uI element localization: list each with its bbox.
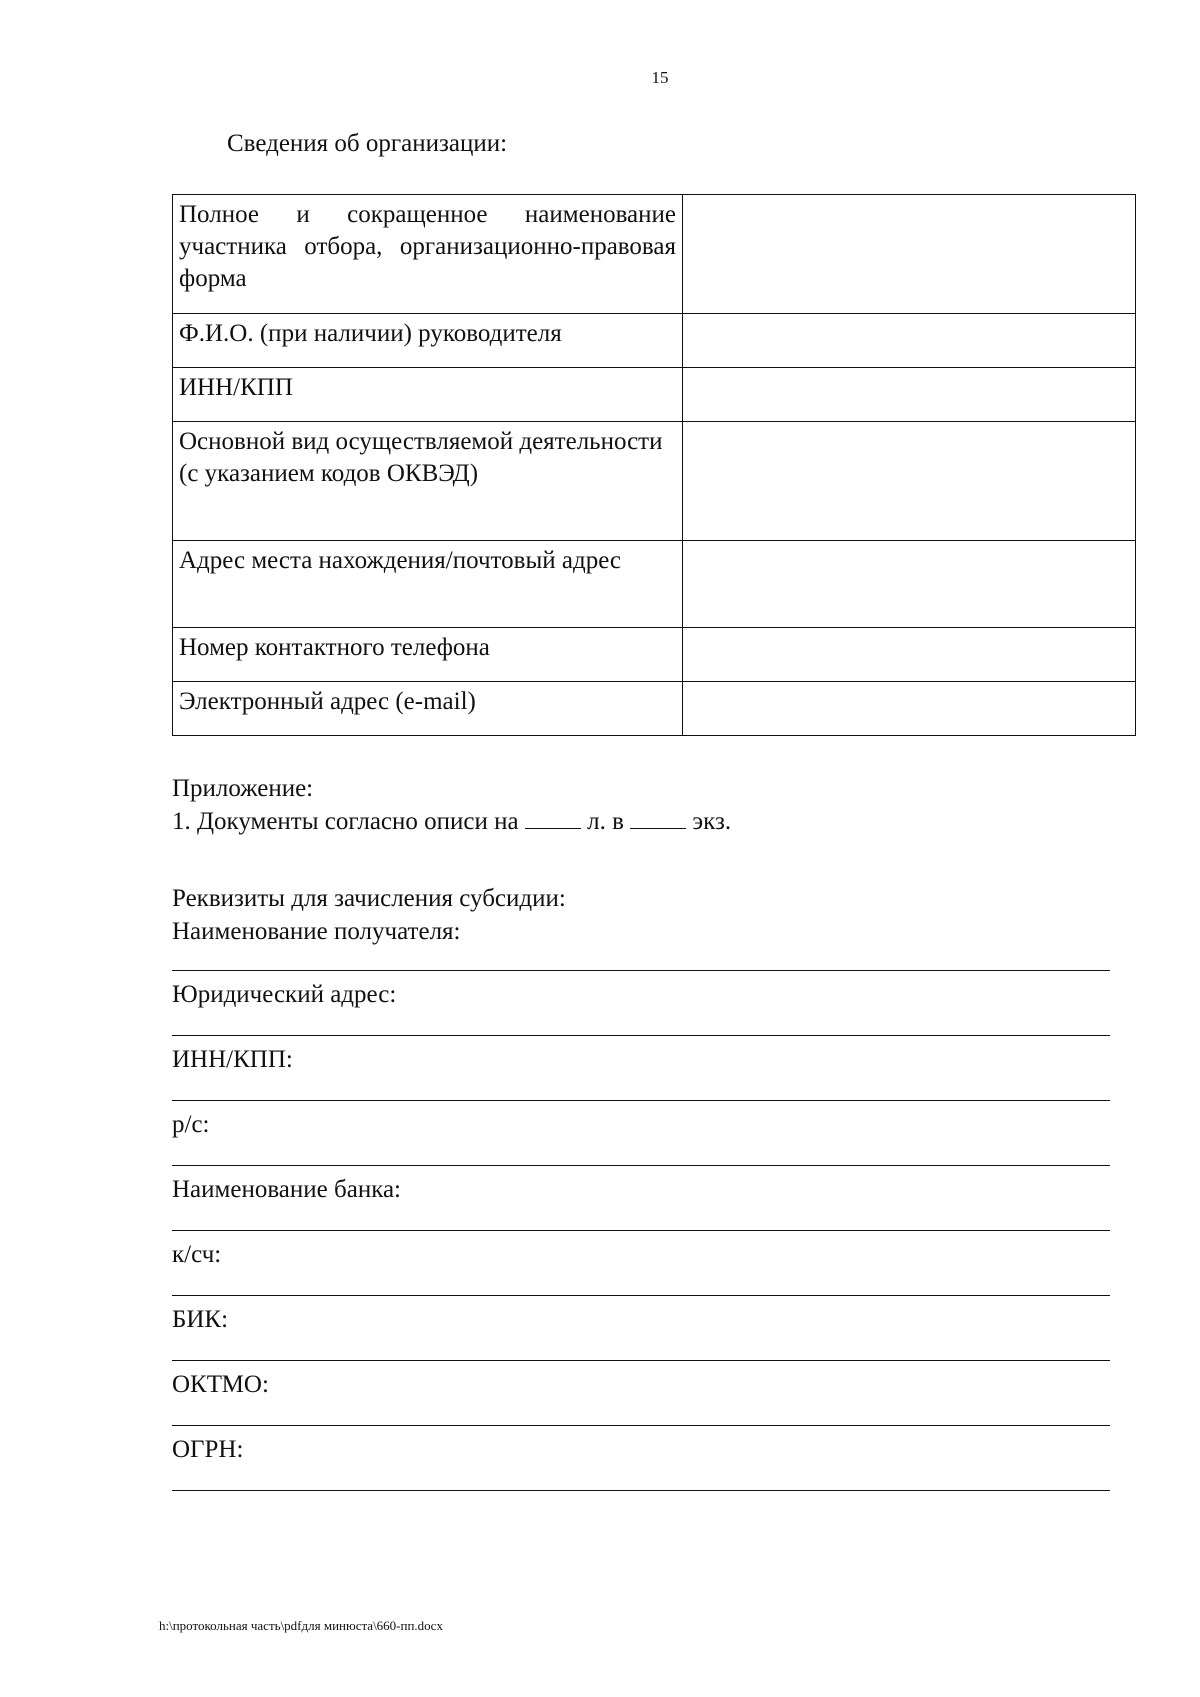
appendix-item xyxy=(172,805,731,838)
appendix-item-suffix: экз. xyxy=(692,808,732,835)
row-value-cell[interactable] xyxy=(683,314,1136,368)
row-label: Адрес места нахождения/почтовый адрес xyxy=(173,541,683,628)
requisites-heading: Реквизиты для зачисления субсидии: xyxy=(172,885,566,912)
row-label: Полное и сокращенное наименование участника отбора, организационно-правовая форма xyxy=(173,195,683,314)
inn-kpp-label: ИНН/КПП: xyxy=(172,1046,293,1073)
bik-line[interactable] xyxy=(172,1360,1110,1361)
legal-address-label: Юридический адрес: xyxy=(172,981,397,1008)
legal-address-line[interactable] xyxy=(172,1035,1110,1036)
ogrn-label: ОГРН: xyxy=(172,1436,244,1463)
row-value-cell[interactable] xyxy=(683,422,1136,541)
appendix-block xyxy=(172,772,731,838)
appendix-item-prefix: 1. Документы согласно описи на xyxy=(172,808,519,835)
section-title: Сведения об организации: xyxy=(227,130,508,157)
table-row xyxy=(173,682,1136,736)
row-value-cell[interactable] xyxy=(683,682,1136,736)
row-label: Электронный адрес (e-mail) xyxy=(173,682,683,736)
requisites-header xyxy=(172,882,566,948)
settlement-account-line[interactable] xyxy=(172,1165,1110,1166)
row-label: Номер контактного телефона xyxy=(173,628,683,682)
correspondent-account-line[interactable] xyxy=(172,1295,1110,1296)
table-row xyxy=(173,628,1136,682)
oktmo-line[interactable] xyxy=(172,1425,1110,1426)
sheets-count-blank[interactable] xyxy=(525,806,581,829)
table-row xyxy=(173,541,1136,628)
row-value-cell[interactable] xyxy=(683,195,1136,314)
footer-file-path: h:\протокольная часть\pdfдля минюста\660-пп.docx xyxy=(159,1618,443,1633)
oktmo-label: ОКТМО: xyxy=(172,1371,269,1398)
appendix-heading: Приложение: xyxy=(172,775,314,802)
organization-info-table xyxy=(172,194,1136,736)
bik-label: БИК: xyxy=(172,1306,229,1333)
table-row xyxy=(173,422,1136,541)
table-row xyxy=(173,314,1136,368)
row-value-cell[interactable] xyxy=(683,368,1136,422)
copies-count-blank[interactable] xyxy=(630,806,686,829)
row-value-cell[interactable] xyxy=(683,628,1136,682)
recipient-label: Наименование получателя: xyxy=(172,918,461,945)
ogrn-line[interactable] xyxy=(172,1490,1110,1491)
table-row xyxy=(173,368,1136,422)
row-label: Основной вид осуществляемой деятельности (с указанием кодов ОКВЭД) xyxy=(173,422,683,541)
row-label: Ф.И.О. (при наличии) руководителя xyxy=(173,314,683,368)
bank-name-label: Наименование банка: xyxy=(172,1176,402,1203)
bank-name-line[interactable] xyxy=(172,1230,1110,1231)
recipient-name-line[interactable] xyxy=(172,970,1110,971)
table-row xyxy=(173,195,1136,314)
inn-kpp-line[interactable] xyxy=(172,1100,1110,1101)
correspondent-account-label: к/сч: xyxy=(172,1241,222,1268)
row-value-cell[interactable] xyxy=(683,541,1136,628)
row-label: ИНН/КПП xyxy=(173,368,683,422)
appendix-item-mid: л. в xyxy=(587,808,624,835)
settlement-account-label: р/с: xyxy=(172,1111,210,1138)
page-number: 15 xyxy=(651,68,669,87)
